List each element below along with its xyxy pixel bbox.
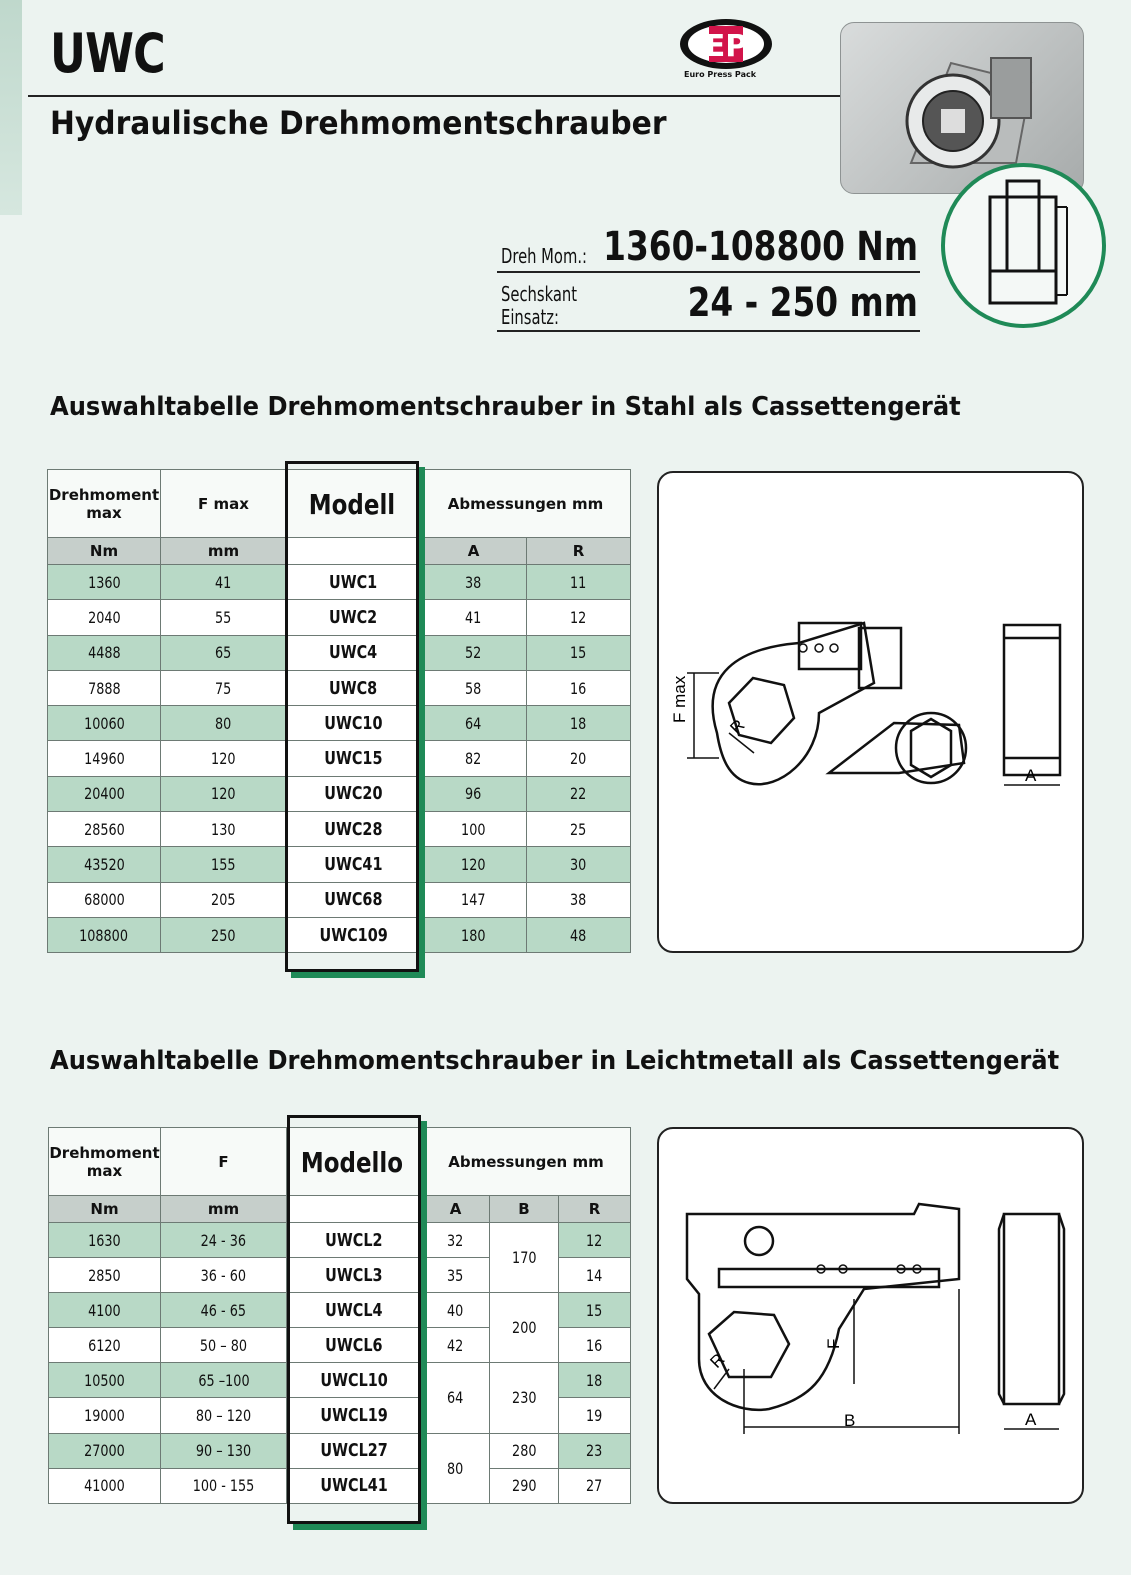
table-row [48, 706, 631, 741]
page-title: UWC [50, 22, 165, 85]
light-unit-nm: Nm [49, 1196, 161, 1223]
a-cell: 52 [421, 635, 527, 670]
light-torque-header: Drehmoment max [49, 1128, 161, 1196]
torque-cell: 27000 [49, 1433, 161, 1468]
fmax-cell: 55 [161, 600, 287, 635]
r-cell: 18 [559, 1363, 631, 1398]
diagram-b-label: B [844, 1411, 856, 1430]
r-cell: 19 [559, 1398, 631, 1433]
a-cell: 32 [422, 1223, 490, 1258]
light-unit-b: B [490, 1196, 559, 1223]
light-force-header: F [161, 1128, 287, 1196]
light-section-title: Auswahltabelle Drehmomentschrauber in Leichtmetall als Cassettengerät [50, 1046, 1060, 1076]
diagram-a-label: A [1025, 766, 1037, 785]
diagram-r-label: R [726, 715, 749, 738]
torque-cell: 1360 [48, 565, 161, 600]
light-dims-header: Abmessungen mm [422, 1128, 631, 1196]
light-model-header: Modello [300, 1146, 404, 1179]
torque-cell: 2040 [48, 600, 161, 635]
r-cell: 22 [527, 776, 631, 811]
b-cell: 200 [490, 1293, 559, 1363]
model-cell: UWCL10 [287, 1363, 422, 1398]
table-row [49, 1223, 631, 1258]
a-cell: 64 [422, 1363, 490, 1433]
fmax-cell: 155 [161, 847, 287, 882]
fmax-cell: 65 [161, 635, 287, 670]
table-row [49, 1363, 631, 1398]
r-cell: 11 [527, 565, 631, 600]
a-cell: 42 [422, 1328, 490, 1363]
f-cell: 80 – 120 [161, 1398, 287, 1433]
torque-cell: 10060 [48, 706, 161, 741]
f-cell: 36 - 60 [161, 1258, 287, 1293]
torque-cell: 68000 [48, 882, 161, 917]
r-cell: 48 [527, 917, 631, 952]
f-cell: 90 – 130 [161, 1433, 287, 1468]
fmax-cell: 205 [161, 882, 287, 917]
r-cell: 23 [559, 1433, 631, 1468]
f-cell: 100 - 155 [161, 1468, 287, 1503]
unit-r: R [527, 538, 631, 565]
a-cell: 64 [421, 706, 527, 741]
torque-cell: 41000 [49, 1468, 161, 1503]
b-cell: 290 [490, 1468, 559, 1503]
f-cell: 50 – 80 [161, 1328, 287, 1363]
f-cell: 46 - 65 [161, 1293, 287, 1328]
table-row [48, 917, 631, 952]
model-cell: UWCL2 [287, 1223, 422, 1258]
r-cell: 20 [527, 741, 631, 776]
unit-nm: Nm [48, 538, 161, 565]
table-row [48, 882, 631, 917]
a-cell: 35 [422, 1258, 490, 1293]
torque-cell: 43520 [48, 847, 161, 882]
r-cell: 12 [559, 1223, 631, 1258]
table-row [48, 741, 631, 776]
torque-header: Drehmoment max [48, 470, 161, 538]
fmax-cell: 120 [161, 776, 287, 811]
a-cell: 147 [421, 882, 527, 917]
model-cell: UWCL6 [287, 1328, 422, 1363]
r-cell: 12 [527, 600, 631, 635]
r-cell: 25 [527, 812, 631, 847]
model-cell: UWC68 [287, 882, 421, 917]
steel-selection-table [47, 469, 631, 953]
a-cell: 40 [422, 1293, 490, 1328]
torque-cell: 108800 [48, 917, 161, 952]
torque-spec-value: 1360-108800 Nm [603, 224, 918, 270]
logo-letters: EP [704, 29, 748, 64]
r-cell: 38 [527, 882, 631, 917]
a-cell: 96 [421, 776, 527, 811]
b-cell: 230 [490, 1363, 559, 1433]
dims-header: Abmessungen mm [421, 470, 631, 538]
light-unit-mm: mm [161, 1196, 287, 1223]
light-unit-r: R [559, 1196, 631, 1223]
table-row [48, 670, 631, 705]
torque-cell: 4488 [48, 635, 161, 670]
diagram-f-label: F [824, 1338, 843, 1349]
torque-cell: 19000 [49, 1398, 161, 1433]
hex-spec-label-1: Sechskant [501, 282, 578, 306]
model-cell: UWCL3 [287, 1258, 422, 1293]
f-cell: 24 - 36 [161, 1223, 287, 1258]
light-tool-diagram [657, 1127, 1084, 1504]
a-cell: 120 [421, 847, 527, 882]
torque-spec-rule [497, 271, 920, 273]
diagram-r-label-2: R [706, 1349, 729, 1372]
model-cell: UWC8 [287, 670, 421, 705]
model-cell: UWC20 [287, 776, 421, 811]
logo-caption: Euro Press Pack [684, 70, 757, 79]
table-row [48, 635, 631, 670]
torque-cell: 4100 [49, 1293, 161, 1328]
tool-profile-icon [941, 163, 1106, 328]
r-cell: 16 [527, 670, 631, 705]
torque-cell: 10500 [49, 1363, 161, 1398]
torque-cell: 6120 [49, 1328, 161, 1363]
model-cell: UWC109 [287, 917, 421, 952]
a-cell: 82 [421, 741, 527, 776]
model-cell: UWCL27 [287, 1433, 422, 1468]
unit-mm: mm [161, 538, 287, 565]
hex-spec-label-2: Einsatz: [501, 305, 560, 329]
light-unit-a: A [422, 1196, 490, 1223]
r-cell: 27 [559, 1468, 631, 1503]
b-cell: 170 [490, 1223, 559, 1293]
model-cell: UWCL19 [287, 1398, 422, 1433]
light-selection-table [48, 1127, 631, 1504]
table-row [48, 565, 631, 600]
title-divider [28, 95, 933, 97]
b-cell: 280 [490, 1433, 559, 1468]
table-row [48, 847, 631, 882]
table-row [49, 1433, 631, 1468]
diagram-a-label-2: A [1025, 1410, 1037, 1429]
table-row [49, 1468, 631, 1503]
steel-section-title: Auswahltabelle Drehmomentschrauber in Stahl als Cassettengerät [50, 392, 961, 422]
model-cell: UWCL41 [287, 1468, 422, 1503]
torque-cell: 28560 [48, 812, 161, 847]
table-row [48, 776, 631, 811]
a-cell: 41 [421, 600, 527, 635]
a-cell: 38 [421, 565, 527, 600]
r-cell: 15 [527, 635, 631, 670]
steel-model-header: Modell [308, 488, 396, 521]
hex-spec-value: 24 - 250 mm [687, 280, 918, 326]
model-cell: UWC4 [287, 635, 421, 670]
light-unit-model-blank [287, 1196, 422, 1223]
a-cell: 80 [422, 1433, 490, 1503]
a-cell: 58 [421, 670, 527, 705]
a-cell: 180 [421, 917, 527, 952]
torque-cell: 20400 [48, 776, 161, 811]
fmax-cell: 250 [161, 917, 287, 952]
diagram-fmax-label: F max [670, 675, 689, 723]
table-row [48, 600, 631, 635]
steel-tool-diagram [657, 471, 1084, 953]
model-cell: UWC15 [287, 741, 421, 776]
model-cell: UWC2 [287, 600, 421, 635]
unit-a: A [421, 538, 527, 565]
fmax-cell: 120 [161, 741, 287, 776]
torque-cell: 2850 [49, 1258, 161, 1293]
fmax-cell: 80 [161, 706, 287, 741]
torque-cell: 7888 [48, 670, 161, 705]
table-row [49, 1293, 631, 1328]
torque-spec-label: Dreh Mom.: [501, 244, 587, 268]
model-cell: UWC28 [287, 812, 421, 847]
model-cell: UWCL4 [287, 1293, 422, 1328]
unit-model-blank [287, 538, 421, 565]
a-cell: 100 [421, 812, 527, 847]
r-cell: 16 [559, 1328, 631, 1363]
fmax-cell: 75 [161, 670, 287, 705]
force-header: F max [161, 470, 287, 538]
fmax-cell: 130 [161, 812, 287, 847]
r-cell: 15 [559, 1293, 631, 1328]
r-cell: 18 [527, 706, 631, 741]
r-cell: 30 [527, 847, 631, 882]
model-cell: UWC41 [287, 847, 421, 882]
page-subtitle: Hydraulische Drehmomentschrauber [50, 104, 667, 142]
model-cell: UWC1 [287, 565, 421, 600]
torque-cell: 14960 [48, 741, 161, 776]
f-cell: 65 –100 [161, 1363, 287, 1398]
torque-cell: 1630 [49, 1223, 161, 1258]
fmax-cell: 41 [161, 565, 287, 600]
r-cell: 14 [559, 1258, 631, 1293]
model-cell: UWC10 [287, 706, 421, 741]
hex-spec-rule [497, 330, 920, 332]
left-accent-stripe [0, 0, 22, 215]
table-row [48, 812, 631, 847]
